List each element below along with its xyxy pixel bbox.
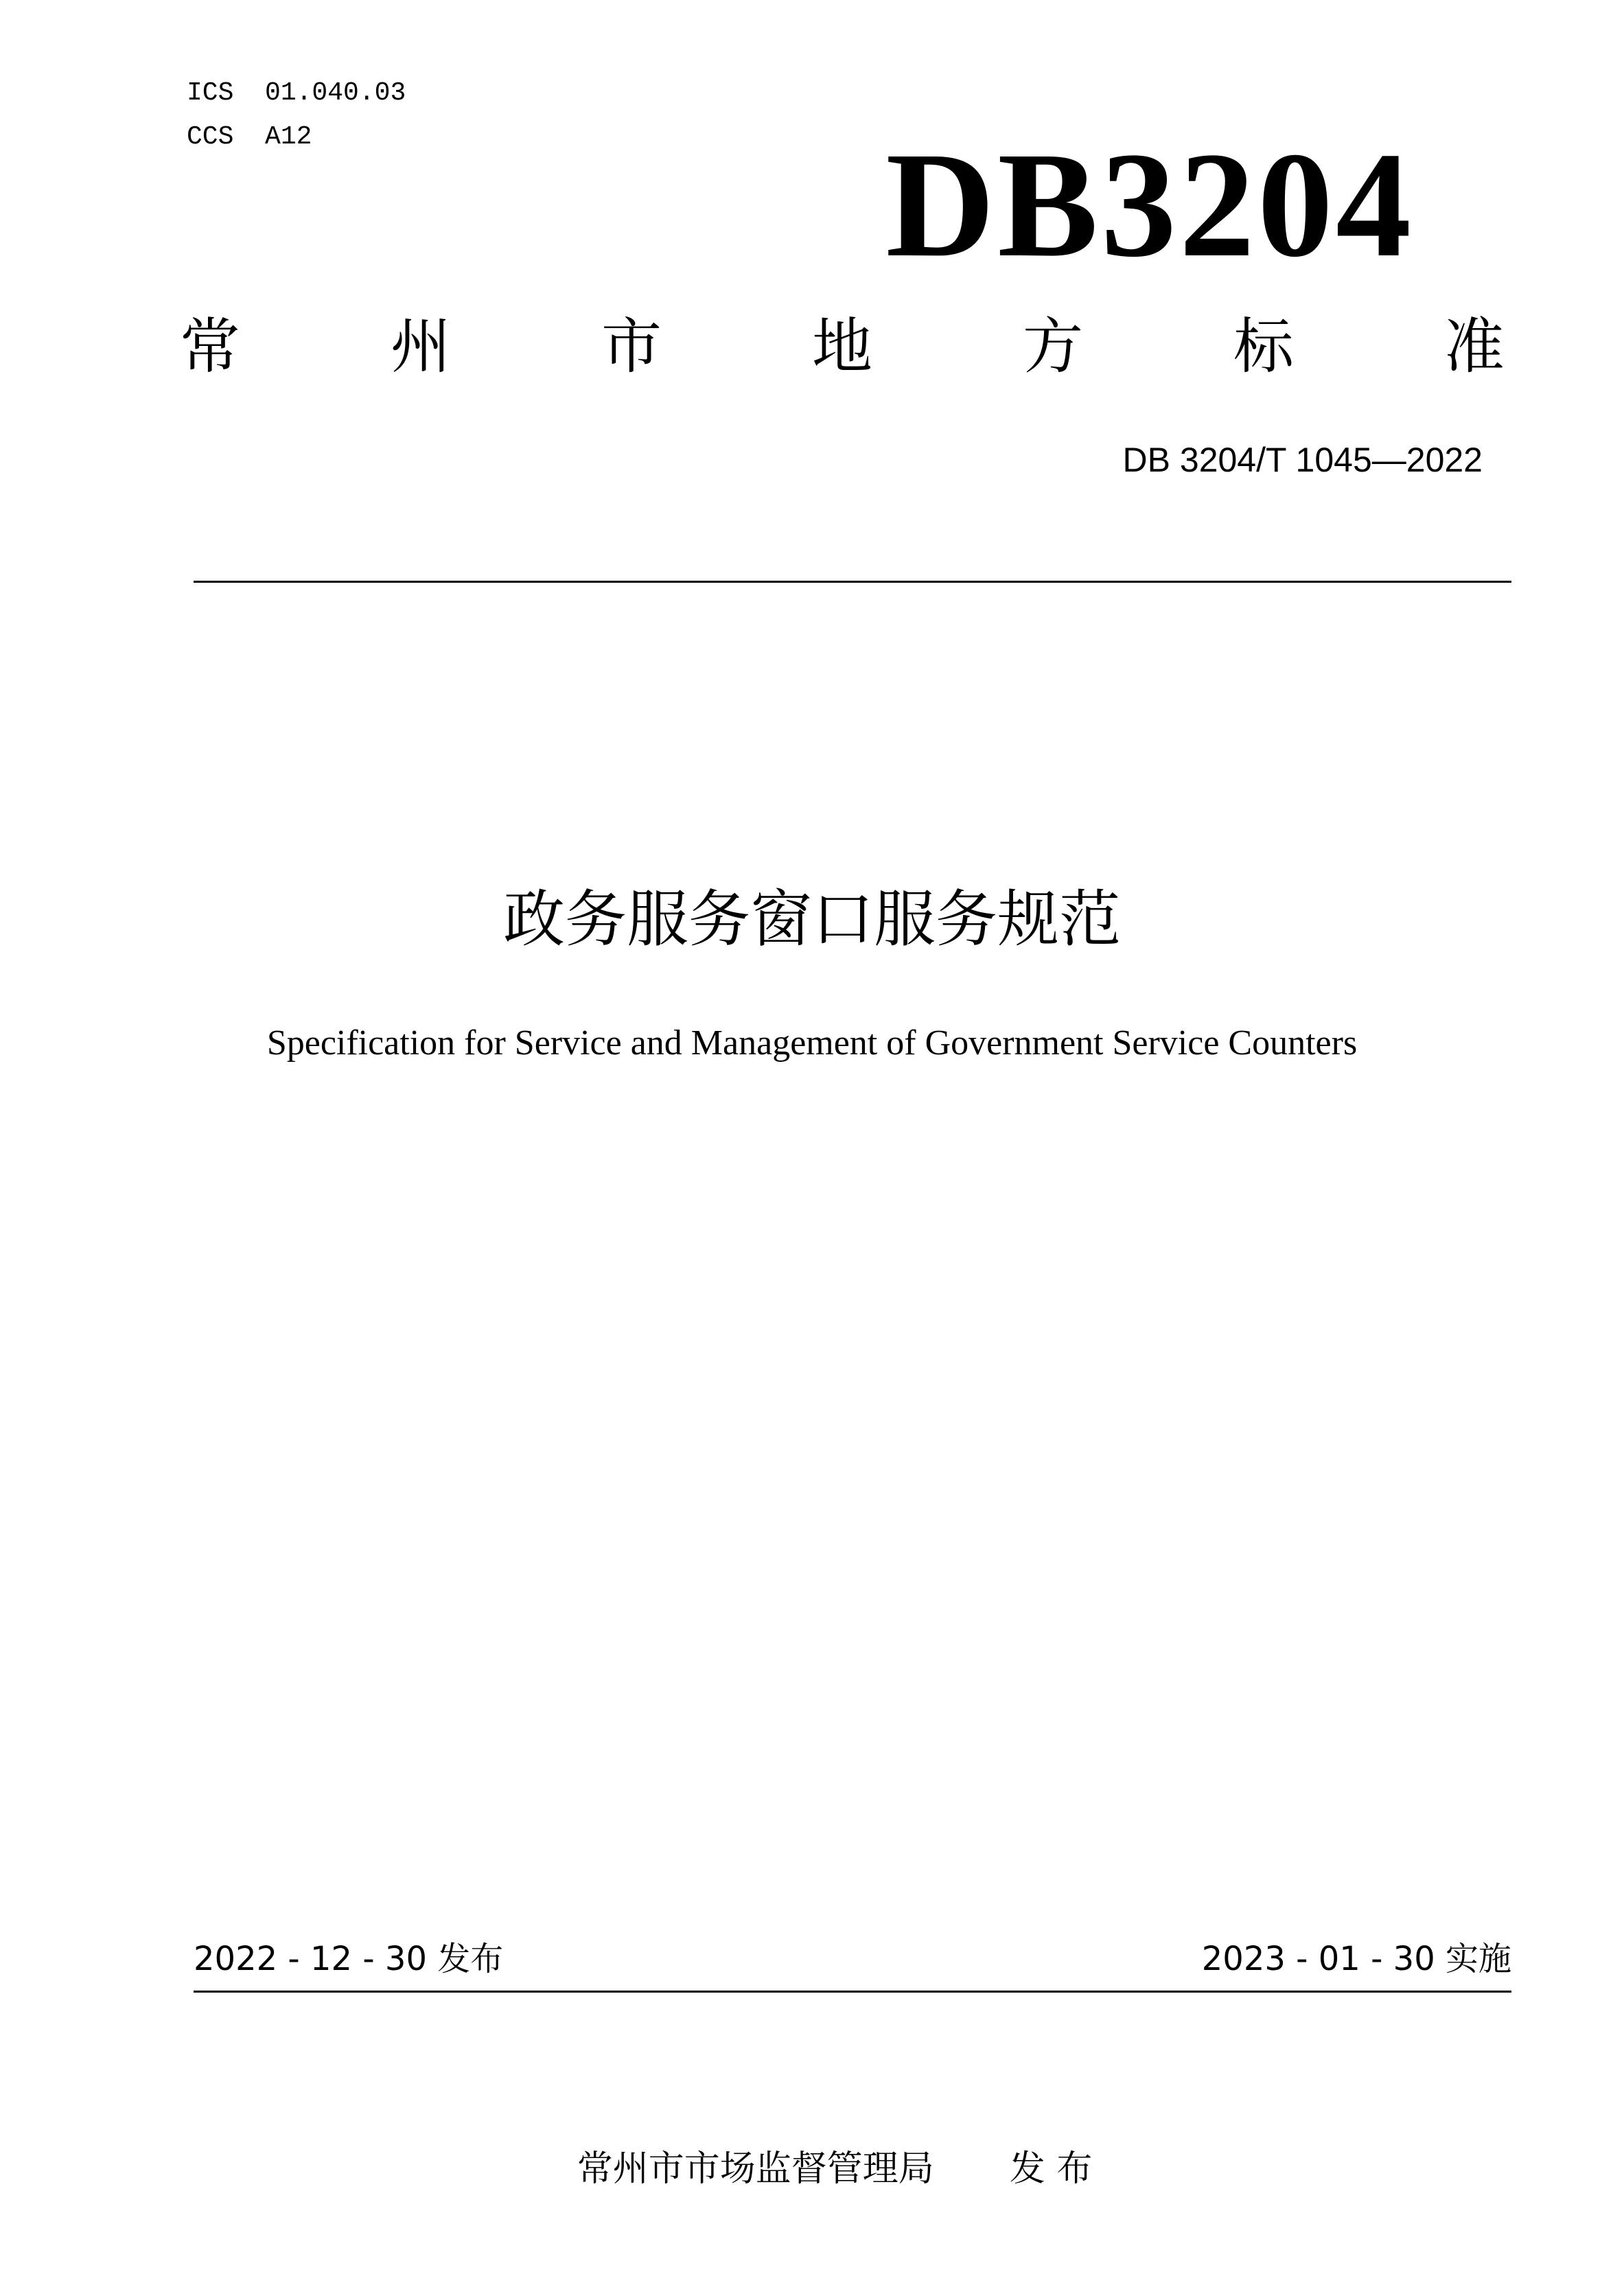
implementation-date: 2023 - 01 - 30 实施 xyxy=(1201,1940,1511,1978)
standard-type-char: 州 xyxy=(390,311,451,382)
footer-divider xyxy=(194,1991,1511,1993)
standard-type-char: 标 xyxy=(1233,311,1294,382)
document-title-english: Specification for Service and Management of Government Service Counters xyxy=(266,1023,1358,1063)
standard-type-char: 常 xyxy=(180,311,241,382)
standard-number: DB 3204/T 1045—2022 xyxy=(1122,441,1483,479)
standard-type-char: 地 xyxy=(811,311,872,382)
document-title-chinese: 政务服务窗口服务规范 xyxy=(503,883,1121,955)
ccs-classification: CCS A12 xyxy=(187,122,312,152)
standard-type-char: 准 xyxy=(1443,311,1505,382)
standard-type-char: 市 xyxy=(601,311,662,382)
ics-classification: ICS 01.040.03 xyxy=(187,78,406,108)
release-date: 2022 - 12 - 30 发布 xyxy=(194,1940,504,1978)
issuer-action: 发 布 xyxy=(1009,2148,1093,2190)
standard-code-heading: DB3204 xyxy=(885,121,1414,288)
standard-type-heading xyxy=(180,309,1505,384)
standard-type-char: 方 xyxy=(1022,311,1083,382)
issuing-authority xyxy=(0,2097,1624,2241)
header-divider xyxy=(194,581,1511,583)
issuer-name: 常州市市场监督管理局 xyxy=(577,2148,934,2190)
